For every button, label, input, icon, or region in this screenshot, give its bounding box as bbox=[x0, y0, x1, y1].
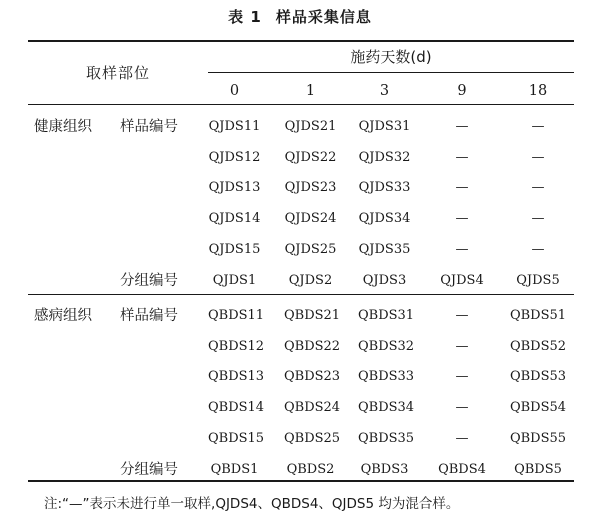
sample-code-cell: QJDS15 bbox=[208, 241, 261, 257]
group-code-cell: QBDS5 bbox=[514, 461, 562, 477]
group-number-label: 分组编号 bbox=[120, 272, 178, 289]
sample-code-cell: QJDS13 bbox=[208, 180, 261, 196]
group-code-cell: QJDS4 bbox=[440, 272, 484, 288]
sample-number-label: 样品编号 bbox=[120, 308, 178, 324]
group-code-cell: QJDS5 bbox=[516, 272, 560, 288]
sample-code-cell: QBDS53 bbox=[509, 369, 567, 385]
group-code-cell: QBDS2 bbox=[286, 461, 335, 477]
sample-code-cell: QBDS31 bbox=[358, 308, 415, 323]
sample-code-cell: QBDS35 bbox=[358, 430, 415, 446]
sample-code-cell: QJDS23 bbox=[284, 180, 337, 196]
tissue-label: 感病组织 bbox=[34, 308, 92, 324]
day-header: 18 bbox=[528, 83, 548, 99]
group-code-cell: QJDS1 bbox=[212, 272, 257, 288]
group-number-label: 分组编号 bbox=[120, 461, 178, 478]
sample-code-cell: QJDS31 bbox=[358, 119, 411, 134]
sample-code-cell: QBDS21 bbox=[284, 308, 341, 323]
sample-code-cell: QJDS12 bbox=[208, 149, 261, 165]
sample-code-cell: QBDS54 bbox=[509, 400, 567, 416]
sample-code-cell: QJDS33 bbox=[358, 180, 411, 196]
sample-code-cell: — bbox=[455, 430, 469, 446]
tissue-label: 健康组织 bbox=[34, 119, 92, 135]
days-subheader-rule bbox=[208, 72, 574, 73]
sample-code-cell: — bbox=[455, 119, 469, 134]
sample-code-cell: QJDS14 bbox=[208, 211, 261, 227]
sample-code-cell: QBDS51 bbox=[509, 308, 567, 323]
table-caption bbox=[0, 6, 600, 27]
sample-code-cell: QJDS35 bbox=[358, 241, 411, 257]
sample-code-cell: — bbox=[455, 308, 469, 323]
sample-code-cell: QBDS15 bbox=[208, 430, 265, 446]
sample-code-cell: QBDS13 bbox=[208, 369, 265, 385]
header-rule bbox=[28, 104, 574, 105]
group-code-cell: QJDS3 bbox=[362, 272, 407, 288]
group-code-cell: QBDS4 bbox=[438, 461, 486, 477]
sample-code-cell: QJDS32 bbox=[358, 149, 411, 165]
table-note: 注:“—”表示未进行单一取样,QJDS4、QBDS4、QJDS5 均为混合样。 bbox=[44, 496, 460, 512]
table-number: 表 1 bbox=[228, 8, 262, 26]
sample-code-cell: QBDS11 bbox=[208, 308, 265, 323]
sample-code-cell: — bbox=[531, 211, 545, 227]
sample-code-cell: QBDS52 bbox=[509, 338, 567, 354]
sample-code-cell: — bbox=[531, 149, 545, 165]
group-code-cell: QJDS2 bbox=[288, 272, 333, 288]
sample-number-label: 样品编号 bbox=[120, 119, 178, 135]
sample-code-cell: QBDS25 bbox=[284, 430, 341, 446]
sample-code-cell: QBDS12 bbox=[208, 338, 265, 354]
sample-code-cell: — bbox=[455, 400, 469, 416]
sample-code-cell: QBDS55 bbox=[509, 430, 567, 446]
sample-code-cell: — bbox=[531, 180, 545, 196]
sample-code-cell: QBDS33 bbox=[358, 369, 415, 385]
sample-code-cell: QBDS32 bbox=[358, 338, 415, 354]
sample-code-cell: — bbox=[531, 241, 545, 257]
day-header: 9 bbox=[457, 83, 467, 99]
sample-code-cell: — bbox=[455, 180, 469, 196]
group-divider-rule bbox=[28, 294, 574, 295]
sample-code-cell: QBDS24 bbox=[284, 400, 341, 416]
day-header: 3 bbox=[379, 83, 390, 99]
sample-code-cell: QJDS22 bbox=[284, 149, 337, 165]
sample-code-cell: QJDS34 bbox=[358, 211, 411, 227]
sample-code-cell: — bbox=[455, 338, 469, 354]
sample-code-cell: QBDS22 bbox=[284, 338, 341, 354]
day-header: 0 bbox=[229, 83, 240, 99]
bottom-rule bbox=[28, 480, 574, 482]
sample-code-cell: QBDS34 bbox=[358, 400, 415, 416]
table-title: 样品采集信息 bbox=[275, 8, 372, 26]
sample-code-cell: — bbox=[455, 241, 469, 257]
group-code-cell: QBDS1 bbox=[210, 461, 259, 477]
sample-code-cell: — bbox=[455, 149, 469, 165]
sample-code-cell: — bbox=[455, 369, 469, 385]
day-header: 1 bbox=[305, 83, 316, 99]
sample-code-cell: — bbox=[455, 211, 469, 227]
sample-code-cell: QJDS11 bbox=[208, 119, 261, 134]
group-code-cell: QBDS3 bbox=[360, 461, 409, 477]
sample-code-cell: QJDS21 bbox=[284, 119, 337, 134]
sample-code-cell: QBDS14 bbox=[208, 400, 265, 416]
sample-code-cell: QBDS23 bbox=[284, 369, 341, 385]
site-header: 取样部位 bbox=[85, 64, 150, 82]
top-rule bbox=[28, 40, 574, 42]
days-header: 施药天数(d) bbox=[350, 48, 432, 66]
sample-code-cell: — bbox=[531, 119, 545, 134]
sample-code-cell: QJDS24 bbox=[284, 211, 337, 227]
sample-code-cell: QJDS25 bbox=[284, 241, 337, 257]
